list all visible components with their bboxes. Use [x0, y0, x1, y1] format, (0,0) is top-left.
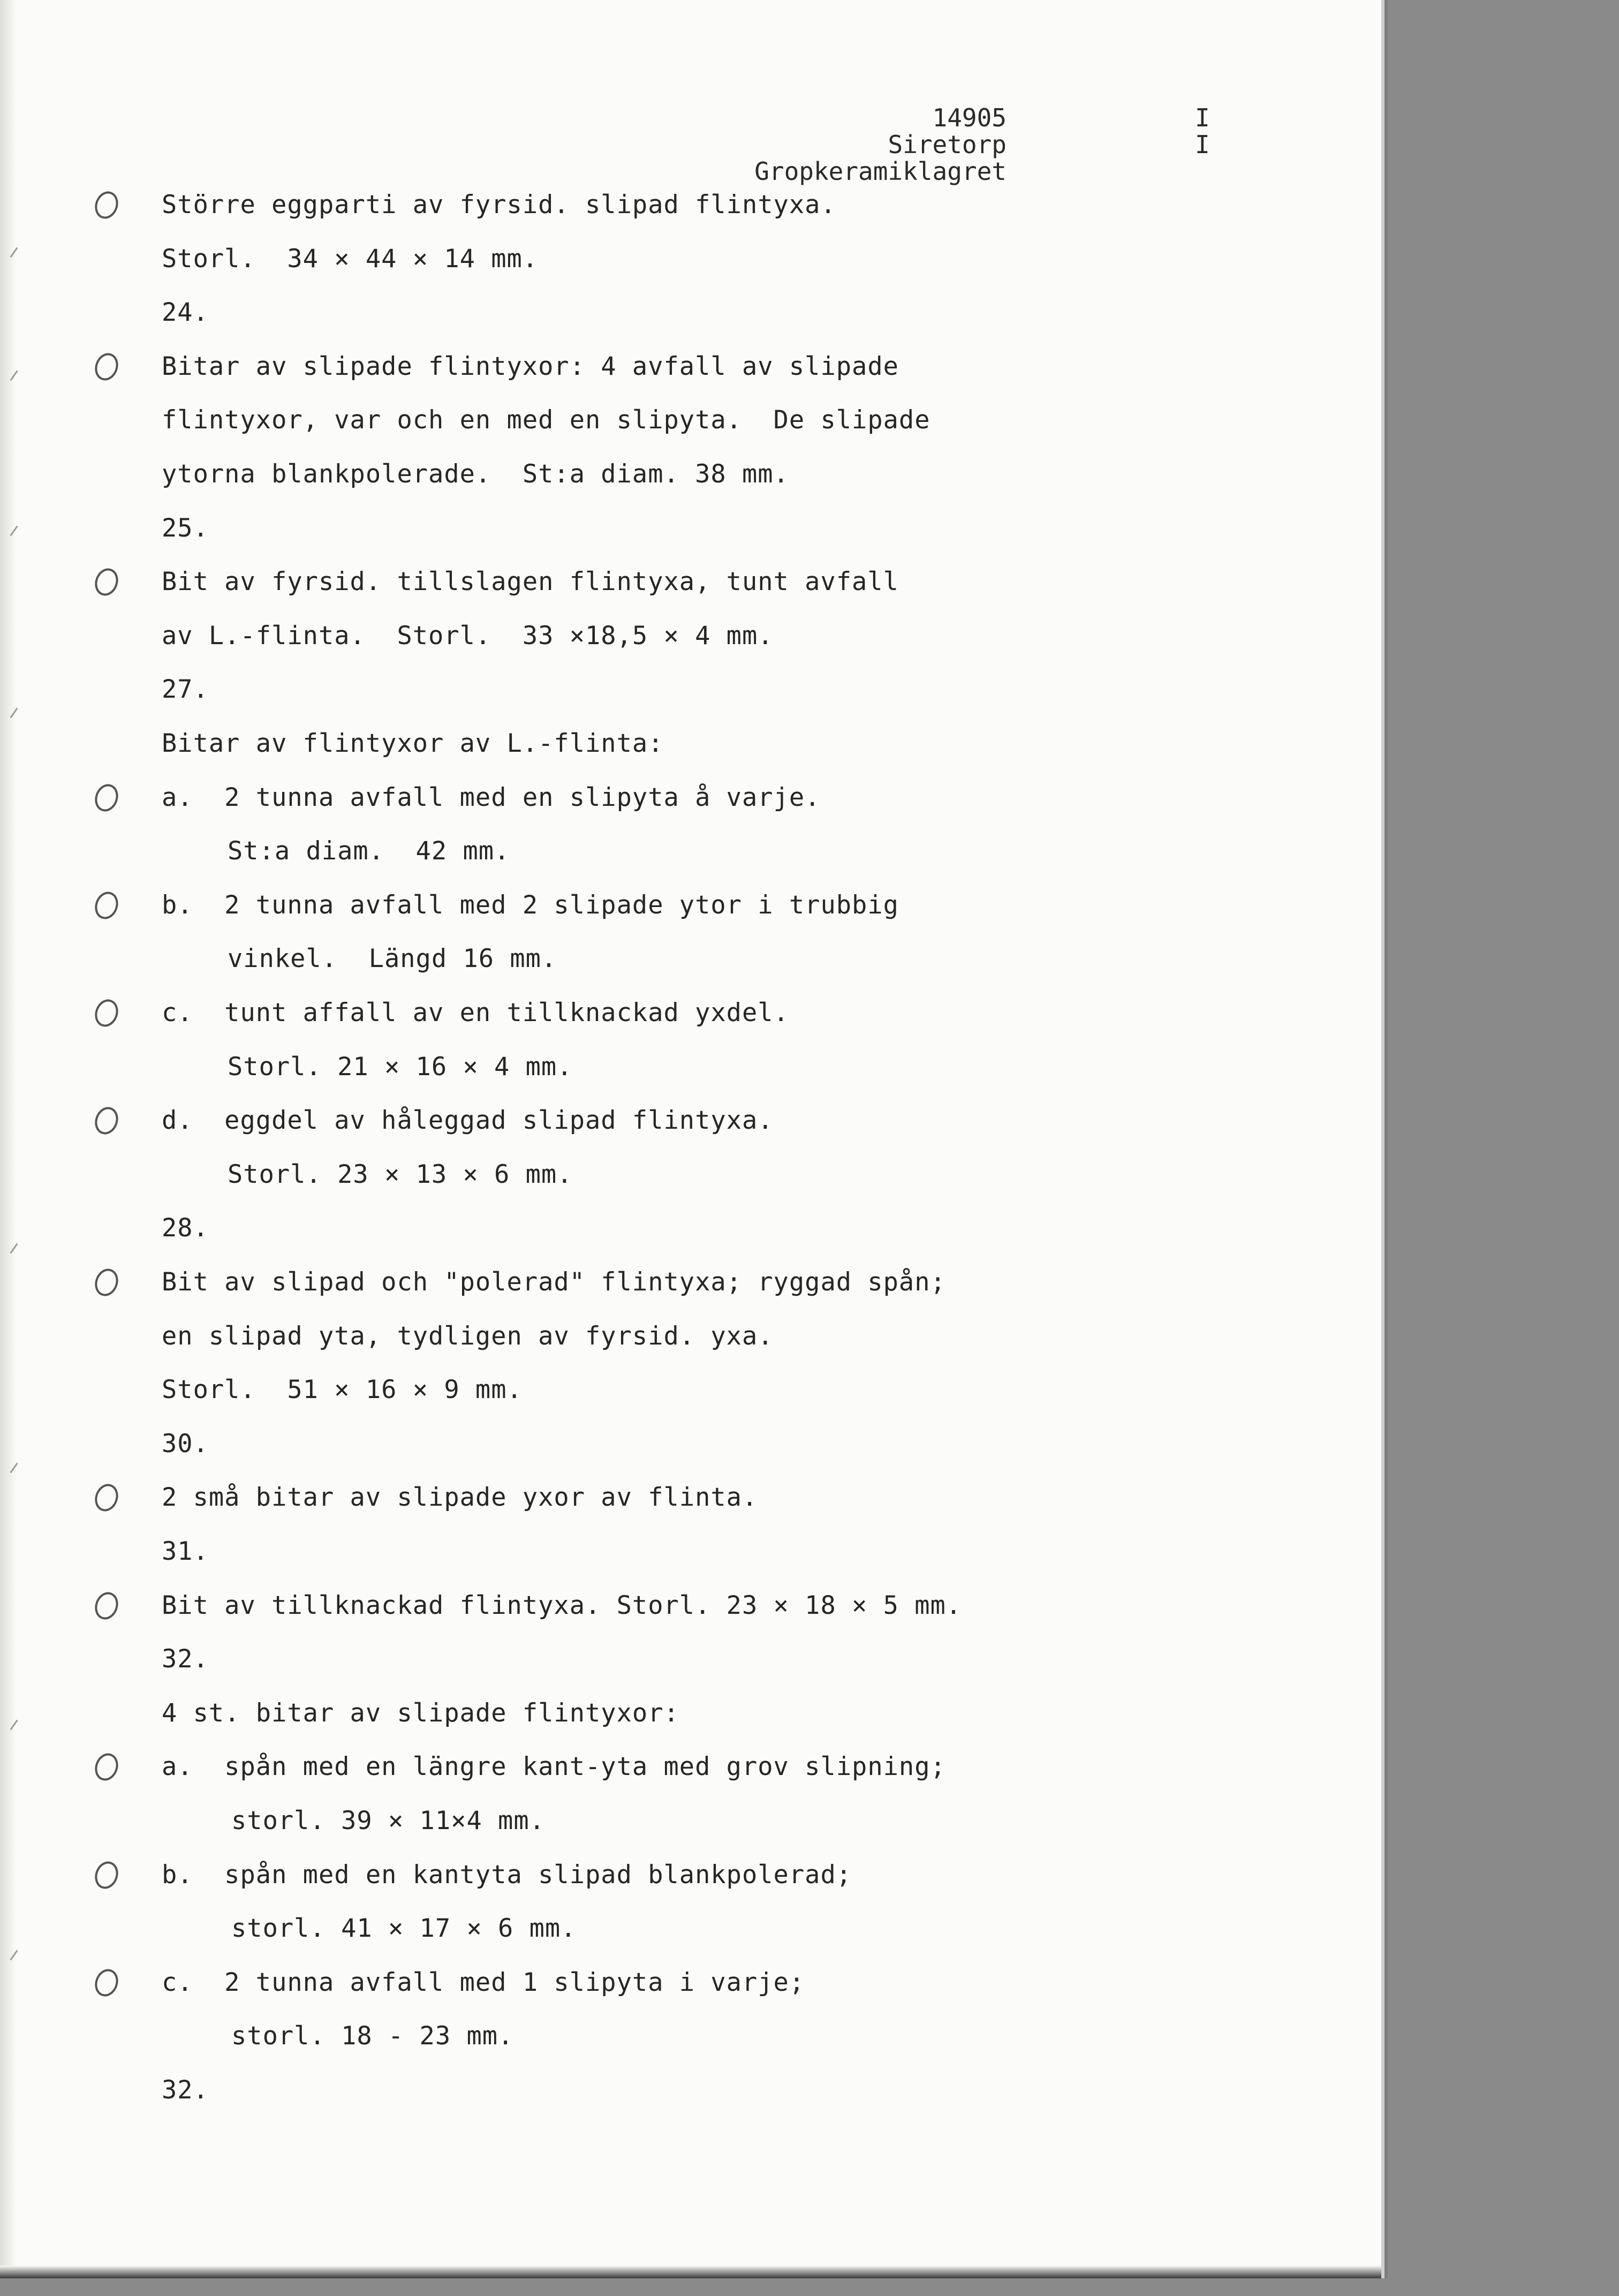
- text-line-content: Storl. 21 × 16 × 4 mm.: [228, 1052, 573, 1082]
- text-line-content: 27.: [162, 675, 209, 705]
- text-line-content: Bitar av flintyxor av L.-flinta:: [162, 729, 664, 758]
- handwritten-circle-mark: [91, 781, 122, 814]
- handwritten-circle-mark: [91, 1589, 122, 1622]
- text-line-content: ytorna blankpolerade. St:a diam. 38 mm.: [162, 459, 789, 489]
- text-line-content: a. spån med en längre kant-yta med grov slipning;: [162, 1752, 946, 1782]
- text-line-content: vinkel. Längd 16 mm.: [228, 944, 557, 974]
- text-line-content: c. 2 tunna avfall med 1 slipyta i varje;: [162, 1967, 805, 1997]
- document-header: [754, 104, 1007, 185]
- handwritten-circle-mark: [91, 565, 122, 599]
- text-line-content: flintyxor, var och en med en slipyta. De slipade: [162, 405, 930, 435]
- text-line-content: 31.: [162, 1537, 209, 1566]
- text-line-content: Bitar av slipade flintyxor: 4 avfall av slipade: [162, 351, 899, 381]
- handwritten-circle-mark: [91, 996, 122, 1030]
- handwritten-circle-mark: [91, 1966, 122, 1999]
- text-line-content: Större eggparti av fyrsid. slipad flintyxa.: [162, 190, 836, 220]
- header-roman-numerals: [1195, 104, 1210, 158]
- layer-name: Gropkeramiklagret: [754, 157, 1007, 186]
- handwritten-circle-mark: [91, 1858, 122, 1892]
- text-line-content: Bit av slipad och "polerad" flintyxa; ryggad spån;: [162, 1267, 946, 1297]
- text-line-content: 25.: [162, 513, 209, 543]
- site-name: Siretorp: [888, 130, 1007, 159]
- text-line-content: b. spån med en kantyta slipad blankpolerad;: [162, 1860, 852, 1890]
- text-line-content: storl. 18 - 23 mm.: [231, 2021, 514, 2051]
- catalog-roman: I: [1195, 103, 1210, 132]
- handwritten-circle-mark: [91, 1481, 122, 1515]
- text-line-content: storl. 39 × 11×4 mm.: [231, 1806, 545, 1836]
- text-line-content: av L.-flinta. Storl. 33 ×18,5 × 4 mm.: [162, 621, 774, 651]
- text-line-content: 30.: [162, 1429, 209, 1459]
- text-line-content: Storl. 23 × 13 × 6 mm.: [228, 1159, 573, 1189]
- text-line-content: Bit av tillknackad flintyxa. Storl. 23 × 18 × 5 mm.: [162, 1590, 962, 1620]
- text-line-content: 32.: [162, 2075, 209, 2105]
- text-line-content: Bit av fyrsid. tillslagen flintyxa, tunt avfall: [162, 567, 899, 597]
- page-bottom-shadow: [0, 2265, 1381, 2278]
- text-line-content: a. 2 tunna avfall med en slipyta å varje.: [162, 782, 821, 812]
- text-line-content: storl. 41 × 17 × 6 mm.: [231, 1914, 577, 1944]
- text-line-content: en slipad yta, tydligen av fyrsid. yxa.: [162, 1321, 774, 1351]
- handwritten-circle-mark: [91, 188, 122, 222]
- handwritten-circle-mark: [91, 1104, 122, 1138]
- site-roman: I: [1195, 130, 1210, 159]
- handwritten-circle-mark: [91, 1750, 122, 1784]
- text-line-content: d. eggdel av håleggad slipad flintyxa.: [162, 1106, 774, 1136]
- text-line-content: c. tunt affall av en tillknackad yxdel.: [162, 998, 789, 1028]
- text-line-content: b. 2 tunna avfall med 2 slipade ytor i trubbig: [162, 890, 899, 920]
- text-line-content: Storl. 51 × 16 × 9 mm.: [162, 1375, 523, 1405]
- text-line-content: 24.: [162, 298, 209, 328]
- handwritten-circle-mark: [91, 1265, 122, 1299]
- text-line-content: 32.: [162, 1644, 209, 1674]
- text-line-content: 2 små bitar av slipade yxor av flinta.: [162, 1483, 758, 1513]
- text-line-content: 4 st. bitar av slipade flintyxor:: [162, 1698, 679, 1728]
- page-edge-shadow: [0, 0, 16, 2278]
- catalog-number: 14905: [932, 103, 1007, 132]
- text-line-content: 28.: [162, 1213, 209, 1243]
- handwritten-circle-mark: [91, 888, 122, 922]
- text-line-content: Storl. 34 × 44 × 14 mm.: [162, 244, 539, 274]
- text-line-content: St:a diam. 42 mm.: [228, 836, 510, 866]
- handwritten-circle-mark: [91, 350, 122, 383]
